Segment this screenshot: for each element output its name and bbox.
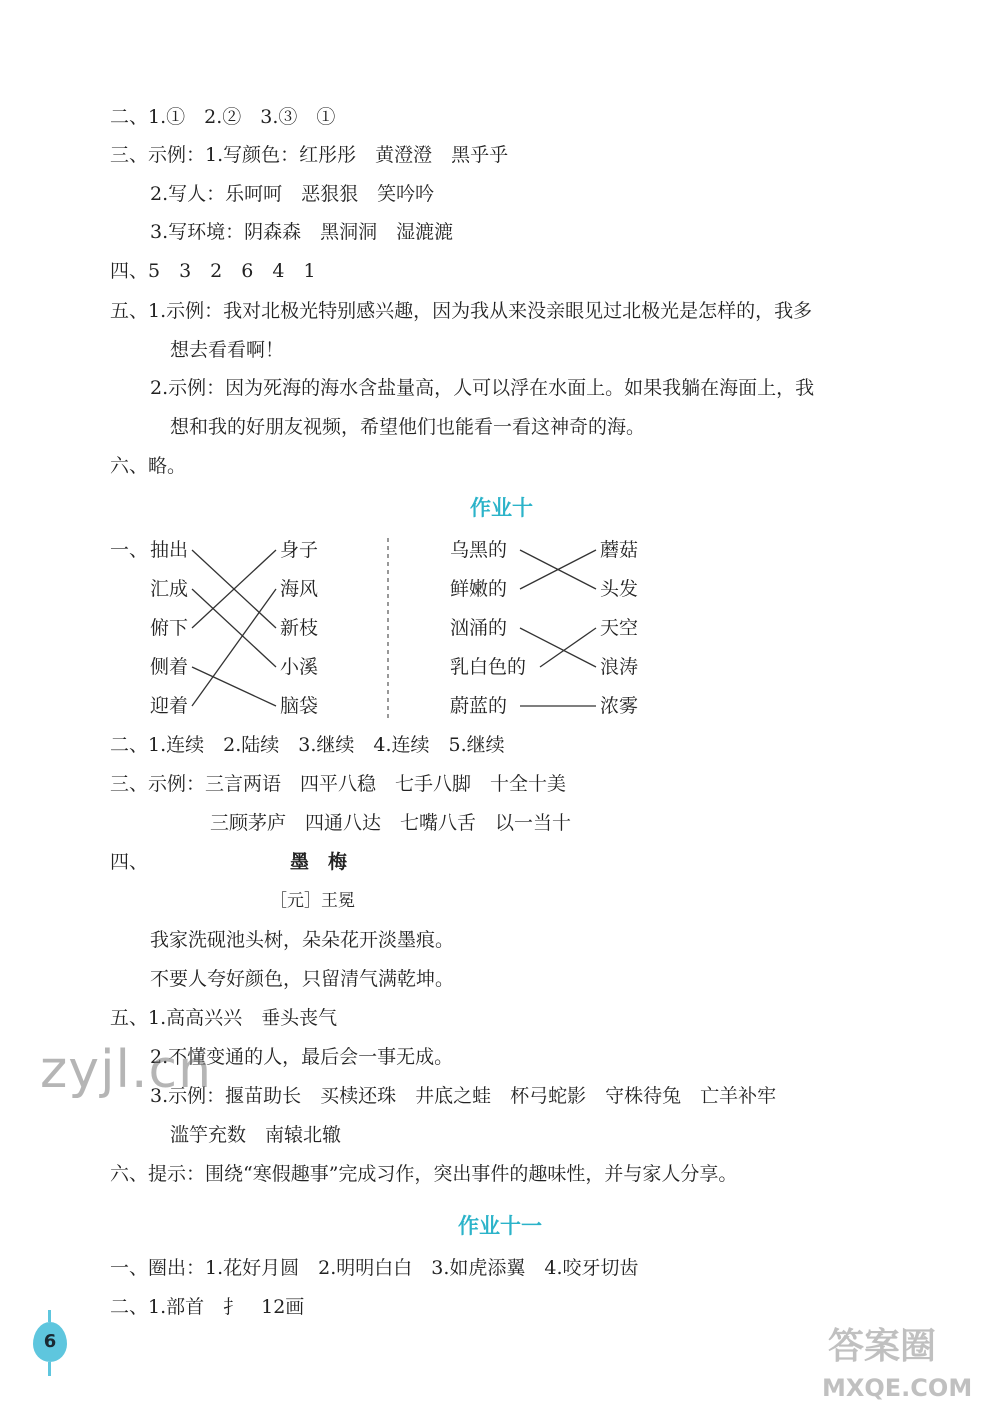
section-title-hw10: 作业十 xyxy=(470,496,533,520)
match-right-word: 鲜嫩的 xyxy=(450,578,508,600)
match-left-word: 俯下 xyxy=(150,617,189,639)
poem-title: 墨 梅 xyxy=(290,851,348,873)
match-left-target: 身子 xyxy=(280,539,319,561)
match-right-word: 蔚蓝的 xyxy=(450,695,508,717)
hw10-q1-label: 一、 xyxy=(110,539,149,561)
hw11-q2: 二、1.部首 扌 12画 xyxy=(110,1296,305,1318)
match-right-target: 浓雾 xyxy=(600,695,639,717)
watermark-logo-right: 答案圈 xyxy=(828,1326,937,1367)
answer-line-3-1: 三、示例：1.写颜色：红彤彤 黄澄澄 黑乎乎 xyxy=(110,144,509,166)
answer-line-5-2b: 想和我的好朋友视频，希望他们也能看一看这神奇的海。 xyxy=(170,416,646,438)
answer-line-5-1b: 想去看看啊！ xyxy=(170,339,285,361)
hw10-q3-2: 三顾茅庐 四通八达 七嘴八舌 以一当十 xyxy=(210,812,572,834)
hw10-q4-label: 四、 xyxy=(110,851,149,873)
answer-line-2: 二、1.① 2.② 3.③ ① xyxy=(110,106,336,128)
match-right-target: 头发 xyxy=(600,578,639,600)
match-line xyxy=(520,628,596,667)
match-right-target: 天空 xyxy=(600,617,639,639)
watermark-url-right: MXQE.COM xyxy=(822,1374,973,1402)
badge-stem-bottom xyxy=(48,1362,51,1376)
match-left-word: 汇成 xyxy=(150,578,189,600)
match-left-target: 新枝 xyxy=(280,617,319,639)
hw10-q5-2: 2.不懂变通的人，最后会一事无成。 xyxy=(150,1046,454,1068)
match-line xyxy=(540,628,596,667)
match-left-word: 迎着 xyxy=(150,695,189,717)
watermark-logo-left: zyjl.cn xyxy=(40,1040,213,1100)
match-left-target: 小溪 xyxy=(280,656,319,678)
poem-line-1: 我家洗砚池头树，朵朵花开淡墨痕。 xyxy=(150,929,455,951)
hw11-q1: 一、圈出：1.花好月圆 2.明明白白 3.如虎添翼 4.咬牙切齿 xyxy=(110,1257,639,1279)
hw10-q5-1: 五、1.高高兴兴 垂头丧气 xyxy=(110,1007,338,1029)
match-left-target: 海风 xyxy=(280,578,319,600)
hw10-q3-1: 三、示例：三言两语 四平八稳 七手八脚 十全十美 xyxy=(110,773,567,795)
match-right-word: 乌黑的 xyxy=(450,539,508,561)
poem-line-2: 不要人夸好颜色，只留清气满乾坤。 xyxy=(150,968,455,990)
match-right-word: 乳白色的 xyxy=(450,656,527,678)
page-number: 6 xyxy=(33,1322,67,1362)
match-line xyxy=(192,667,276,706)
match-left-word: 抽出 xyxy=(150,539,189,561)
match-line xyxy=(192,589,276,706)
hw10-q6: 六、提示：围绕“寒假趣事”完成习作，突出事件的趣味性，并与家人分享。 xyxy=(110,1163,738,1185)
section-title-hw11: 作业十一 xyxy=(458,1214,542,1238)
answer-line-3-2: 2.写人：乐呵呵 恶狠狠 笑吟吟 xyxy=(150,183,435,205)
poem-author: ［元］王冕 xyxy=(270,891,355,911)
match-line xyxy=(192,589,276,667)
hw10-q5-3b: 滥竽充数 南辕北辙 xyxy=(170,1124,342,1146)
match-right-target: 蘑菇 xyxy=(600,539,639,561)
answer-line-4: 四、5 3 2 6 4 1 xyxy=(110,260,316,282)
hw10-q5-3a: 3.示例：揠苗助长 买椟还珠 井底之蛙 杯弓蛇影 守株待兔 亡羊补牢 xyxy=(150,1085,777,1107)
answer-line-6: 六、略。 xyxy=(110,455,187,477)
match-left-word: 侧着 xyxy=(150,656,189,678)
hw10-q2: 二、1.连续 2.陆续 3.继续 4.连续 5.继续 xyxy=(110,734,505,756)
match-right-word: 汹涌的 xyxy=(450,617,508,639)
answer-line-3-3: 3.写环境：阴森森 黑洞洞 湿漉漉 xyxy=(150,221,454,243)
answer-line-5-2a: 2.示例：因为死海的海水含盐量高，人可以浮在水面上。如果我躺在海面上，我 xyxy=(150,377,815,399)
match-left-target: 脑袋 xyxy=(280,695,319,717)
match-right-target: 浪涛 xyxy=(600,656,639,678)
badge-stem-top xyxy=(48,1310,51,1322)
answer-line-5-1a: 五、1.示例：我对北极光特别感兴趣，因为我从来没亲眼见过北极光是怎样的，我多 xyxy=(110,300,813,322)
